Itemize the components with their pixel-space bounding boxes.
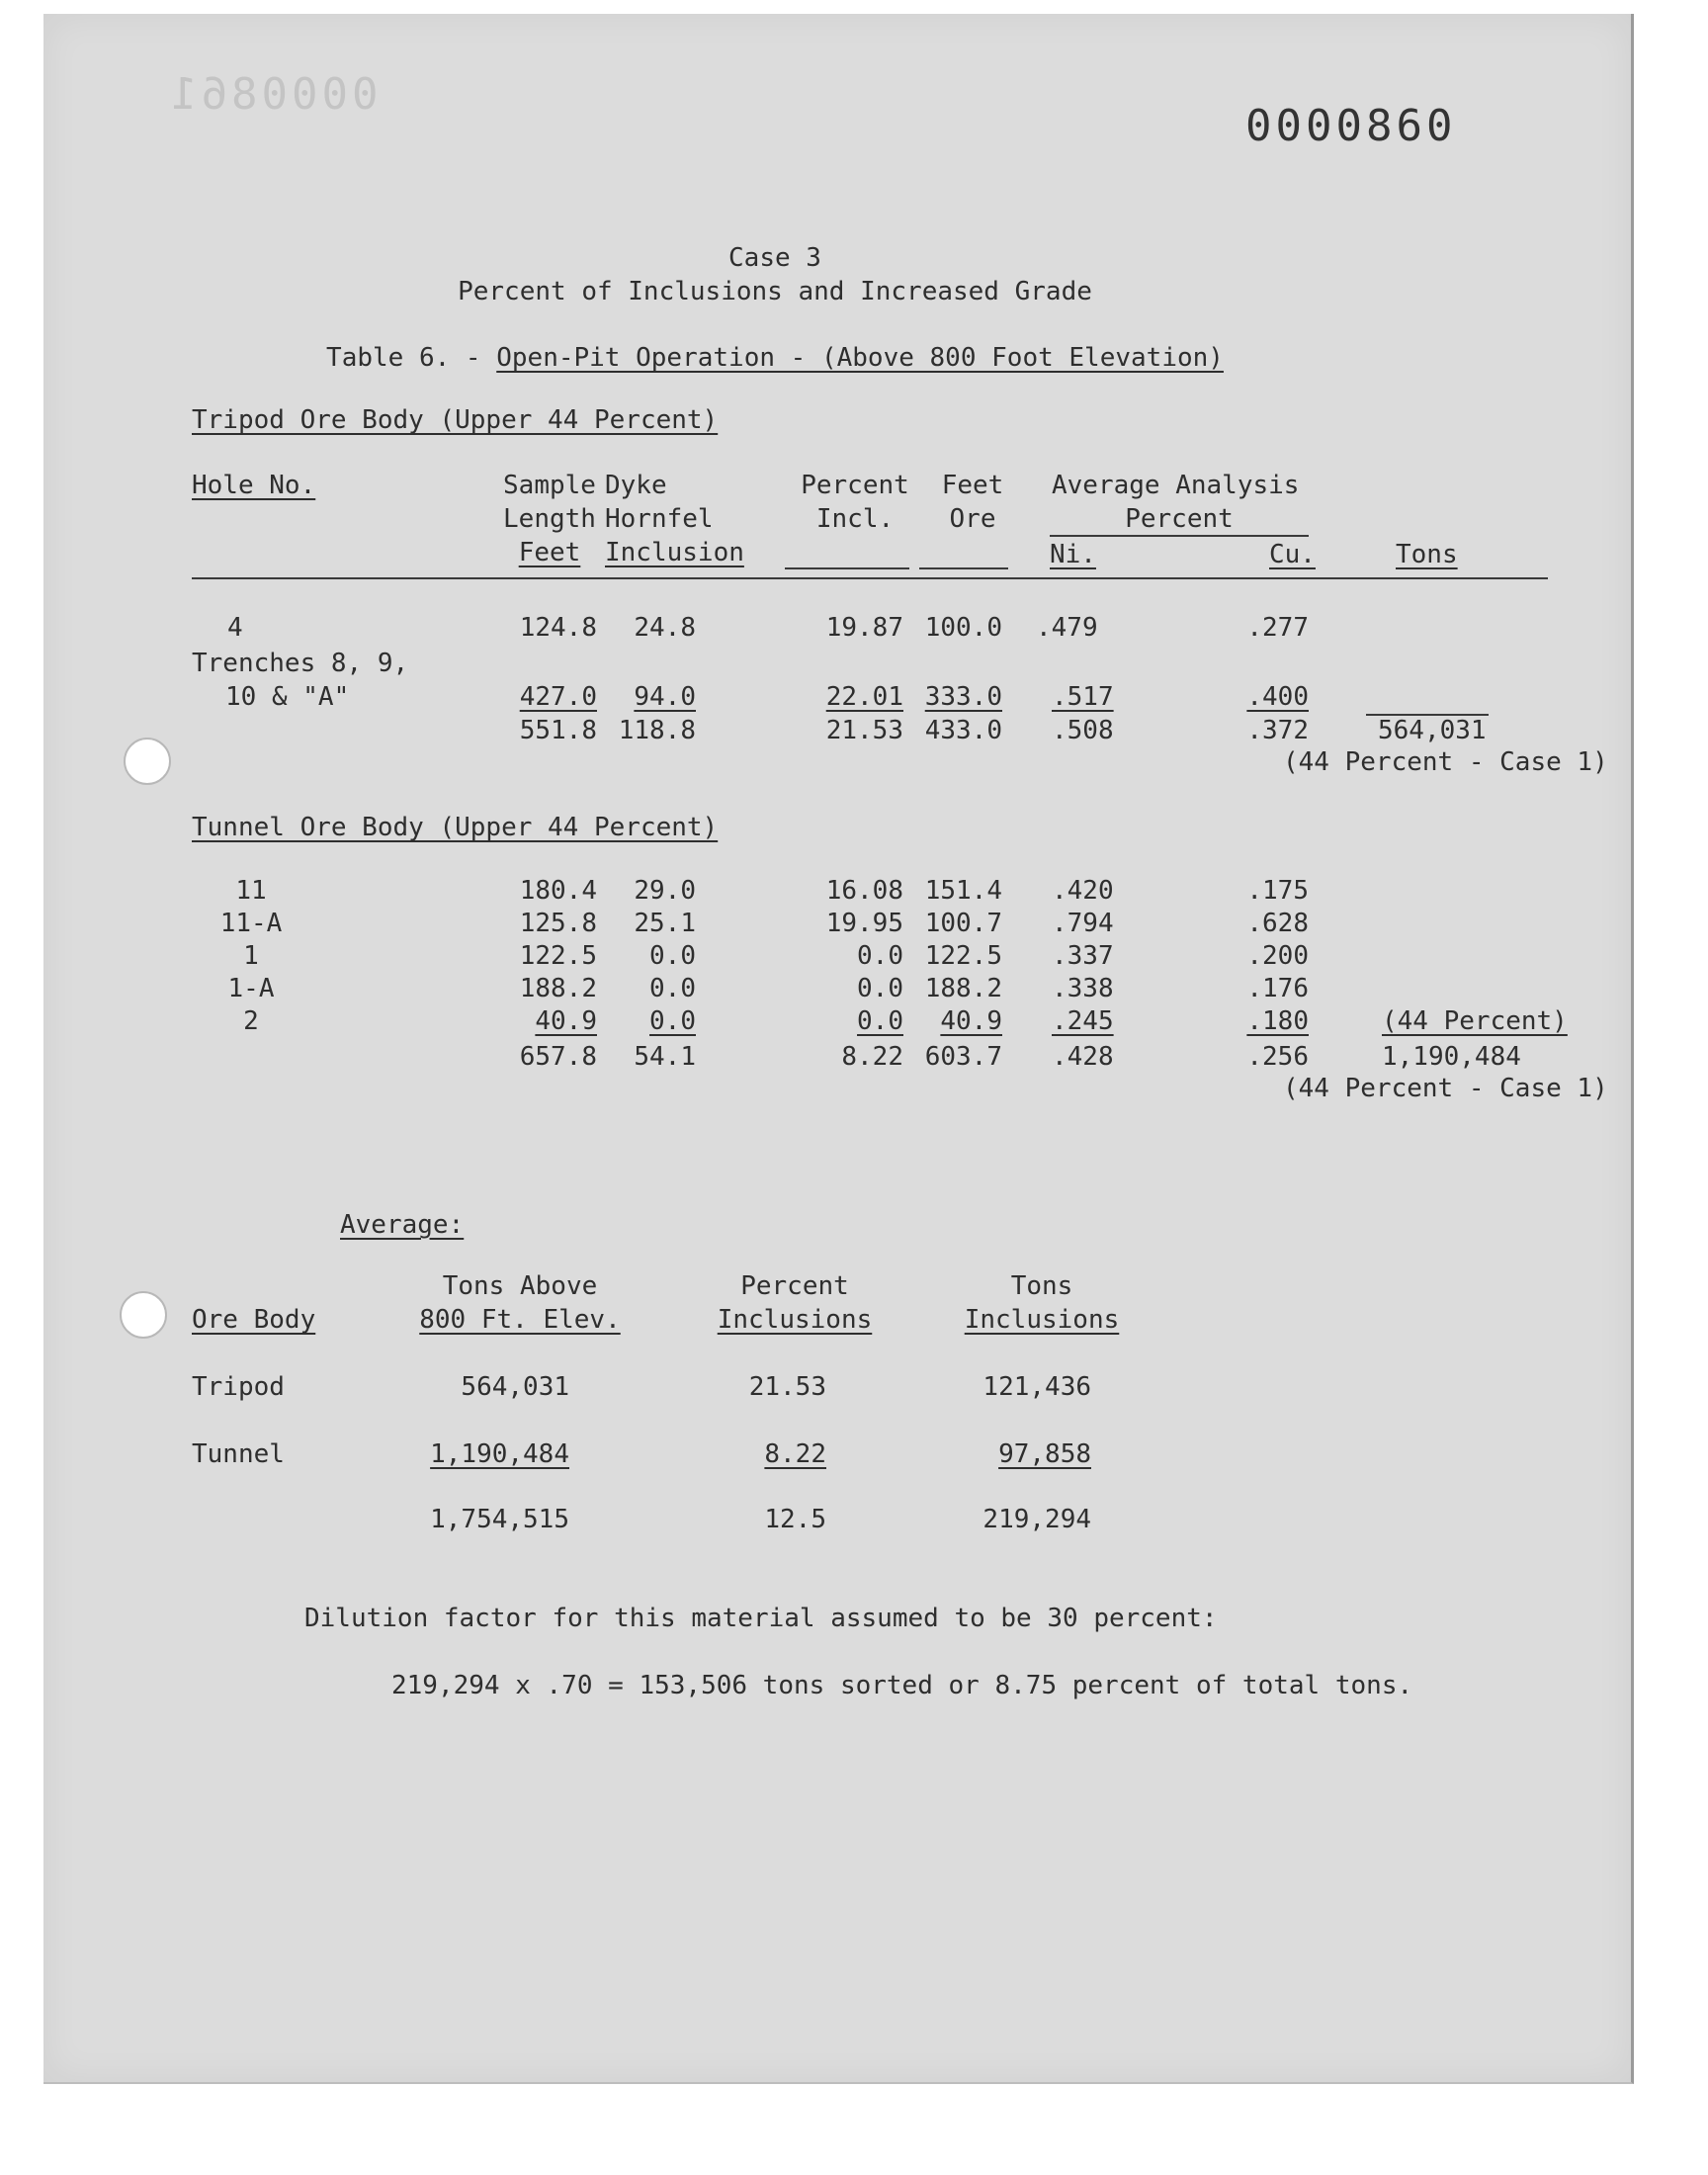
tunnel-total-cu: .256 (1246, 1042, 1309, 1072)
tripod-ni: .479 (1036, 613, 1098, 643)
tripod-total-pct: 21.53 (825, 716, 903, 745)
avg-header-tons-above-2: 800 Ft. Elev. (419, 1305, 621, 1335)
header-bottom-rule (192, 577, 1548, 579)
tunnel-total-dyke: 54.1 (634, 1042, 696, 1072)
header-feet-2: Ore (949, 504, 996, 534)
avg-row-tripod-name: Tripod (192, 1372, 285, 1402)
avg-row-tripod-incl: 121,436 (982, 1372, 1091, 1402)
avg-header-pct-2: Inclusions (717, 1305, 873, 1335)
faded-stamp: 0000861 (167, 69, 379, 120)
tunnel-row-1-sample: 180.4 (519, 876, 597, 906)
tunnel-total-pct: 8.22 (841, 1042, 903, 1072)
trenches-pct: 22.01 (825, 682, 903, 712)
tunnel-row-1-dyke: 29.0 (634, 876, 696, 906)
tunnel-row-1-pct: 16.08 (825, 876, 903, 906)
tunnel-row-3-feet: 122.5 (924, 941, 1002, 971)
tunnel-row-5-hole: 2 (243, 1006, 259, 1036)
avg-header-tons-incl-1: Tons (1010, 1271, 1073, 1301)
tripod-total-ni: .508 (1052, 716, 1114, 745)
tunnel-total-tons: 1,190,484 (1382, 1042, 1521, 1072)
tunnel-note: (44 Percent - Case 1) (1283, 1074, 1608, 1103)
tripod-cu: .277 (1246, 613, 1309, 643)
trenches-sample: 427.0 (519, 682, 597, 712)
tunnel-row-4-cu: .176 (1246, 974, 1309, 1003)
case-title: Case 3 (728, 243, 821, 273)
tunnel-row-5-dyke: 0.0 (649, 1006, 696, 1036)
tunnel-row-2-feet: 100.7 (924, 909, 1002, 938)
tunnel-row-5-pct: 0.0 (857, 1006, 903, 1036)
tunnel-row-4-hole: 1-A (227, 974, 275, 1003)
header-average-analysis: Average Analysis (1052, 471, 1300, 500)
avg-header-ore-body: Ore Body (192, 1305, 316, 1335)
avg-total-incl: 219,294 (982, 1505, 1091, 1534)
header-hole: Hole No. (192, 471, 316, 500)
tunnel-row-5-tons: (44 Percent) (1382, 1006, 1568, 1036)
tunnel-total-ni: .428 (1052, 1042, 1114, 1072)
trenches-cu: .400 (1246, 682, 1309, 712)
header-sample-2: Length (503, 504, 596, 534)
tunnel-total-sample: 657.8 (519, 1042, 597, 1072)
avg-row-tripod-tons: 564,031 (461, 1372, 569, 1402)
header-sample-3: Feet (518, 538, 581, 567)
header-ni: Ni. (1050, 540, 1096, 569)
sorted-tons-calculation: 219,294 x .70 = 153,506 tons sorted or 8.75 percent of total tons. (391, 1671, 1413, 1700)
tunnel-row-2-pct: 19.95 (825, 909, 903, 938)
tunnel-row-2-hole: 11-A (219, 909, 283, 938)
tunnel-row-4-pct: 0.0 (857, 974, 903, 1003)
avg-row-tunnel-incl: 97,858 (998, 1439, 1091, 1469)
tunnel-row-3-ni: .337 (1052, 941, 1114, 971)
table-name: Open-Pit Operation - (Above 800 Foot Elevation) (496, 343, 1224, 373)
header-percent-2: Incl. (815, 504, 895, 534)
dilution-statement: Dilution factor for this material assumed to be 30 percent: (304, 1604, 1218, 1633)
header-dyke-3: Inclusion (605, 538, 744, 567)
header-dyke-1: Dyke (605, 471, 667, 500)
header-sample-1: Sample (503, 471, 596, 500)
tripod-hole-4: 4 (227, 613, 243, 643)
tripod-note: (44 Percent - Case 1) (1283, 747, 1608, 777)
avg-total-pct: 12.5 (764, 1505, 826, 1534)
tunnel-row-4-dyke: 0.0 (649, 974, 696, 1003)
avg-header-tons-above-1: Tons Above (442, 1271, 598, 1301)
table-title (43, 343, 1506, 373)
feet-header-rule (919, 567, 1008, 569)
trenches-label-1: Trenches 8, 9, (192, 649, 409, 678)
tunnel-row-2-dyke: 25.1 (634, 909, 696, 938)
tunnel-row-1-ni: .420 (1052, 876, 1114, 906)
tunnel-row-3-sample: 122.5 (519, 941, 597, 971)
tunnel-row-2-ni: .794 (1052, 909, 1114, 938)
avg-row-tripod-pct: 21.53 (748, 1372, 826, 1402)
tripod-total-tons: 564,031 (1378, 716, 1487, 745)
trenches-dyke: 94.0 (634, 682, 696, 712)
header-average-percent: Percent (1125, 504, 1234, 534)
tripod-sample: 124.8 (519, 613, 597, 643)
binder-hole-bottom (120, 1291, 167, 1339)
tripod-total-feet: 433.0 (924, 716, 1002, 745)
page-number-stamp: 0000860 (1245, 101, 1457, 151)
tunnel-row-2-sample: 125.8 (519, 909, 597, 938)
tunnel-row-5-feet: 40.9 (940, 1006, 1002, 1036)
tunnel-heading: Tunnel Ore Body (Upper 44 Percent) (192, 813, 719, 842)
tunnel-row-5-sample: 40.9 (535, 1006, 597, 1036)
tunnel-row-1-hole: 11 (235, 876, 267, 906)
tunnel-row-4-ni: .338 (1052, 974, 1114, 1003)
average-header-rule (1050, 535, 1309, 537)
document-sheet (43, 14, 1634, 2084)
trenches-ni: .517 (1052, 682, 1114, 712)
tunnel-row-4-sample: 188.2 (519, 974, 597, 1003)
tripod-heading: Tripod Ore Body (Upper 44 Percent) (192, 405, 719, 435)
tunnel-row-1-feet: 151.4 (924, 876, 1002, 906)
avg-header-tons-incl-2: Inclusions (964, 1305, 1120, 1335)
header-feet-1: Feet (941, 471, 1004, 500)
avg-total-tons: 1,754,515 (430, 1505, 569, 1534)
header-cu: Cu. (1269, 540, 1316, 569)
tripod-total-cu: .372 (1246, 716, 1309, 745)
percent-header-rule (785, 567, 909, 569)
tunnel-row-2-cu: .628 (1246, 909, 1309, 938)
tripod-total-dyke: 118.8 (618, 716, 696, 745)
trenches-label-2: 10 & "A" (225, 682, 350, 712)
avg-header-pct-1: Percent (740, 1271, 849, 1301)
tunnel-total-feet: 603.7 (924, 1042, 1002, 1072)
trenches-feet: 333.0 (924, 682, 1002, 712)
average-heading: Average: (340, 1210, 465, 1240)
tunnel-row-3-dyke: 0.0 (649, 941, 696, 971)
header-dyke-2: Hornfel (605, 504, 714, 534)
tripod-feet: 100.0 (924, 613, 1002, 643)
header-tons: Tons (1396, 540, 1458, 569)
case-subtitle: Percent of Inclusions and Increased Grade (458, 277, 1092, 306)
tunnel-row-1-cu: .175 (1246, 876, 1309, 906)
avg-row-tunnel-name: Tunnel (192, 1439, 285, 1469)
tunnel-row-4-feet: 188.2 (924, 974, 1002, 1003)
avg-row-tunnel-pct: 8.22 (764, 1439, 826, 1469)
tripod-pct: 19.87 (825, 613, 903, 643)
table-number: Table 6. - (326, 343, 497, 373)
tunnel-row-3-hole: 1 (243, 941, 259, 971)
header-percent-1: Percent (801, 471, 909, 500)
tunnel-row-3-cu: .200 (1246, 941, 1309, 971)
tunnel-row-5-cu: .180 (1246, 1006, 1309, 1036)
tripod-dyke: 24.8 (634, 613, 696, 643)
tunnel-row-3-pct: 0.0 (857, 941, 903, 971)
avg-row-tunnel-tons: 1,190,484 (430, 1439, 569, 1469)
binder-hole-top (124, 738, 171, 785)
tunnel-row-5-ni: .245 (1052, 1006, 1114, 1036)
tripod-total-sample: 551.8 (519, 716, 597, 745)
